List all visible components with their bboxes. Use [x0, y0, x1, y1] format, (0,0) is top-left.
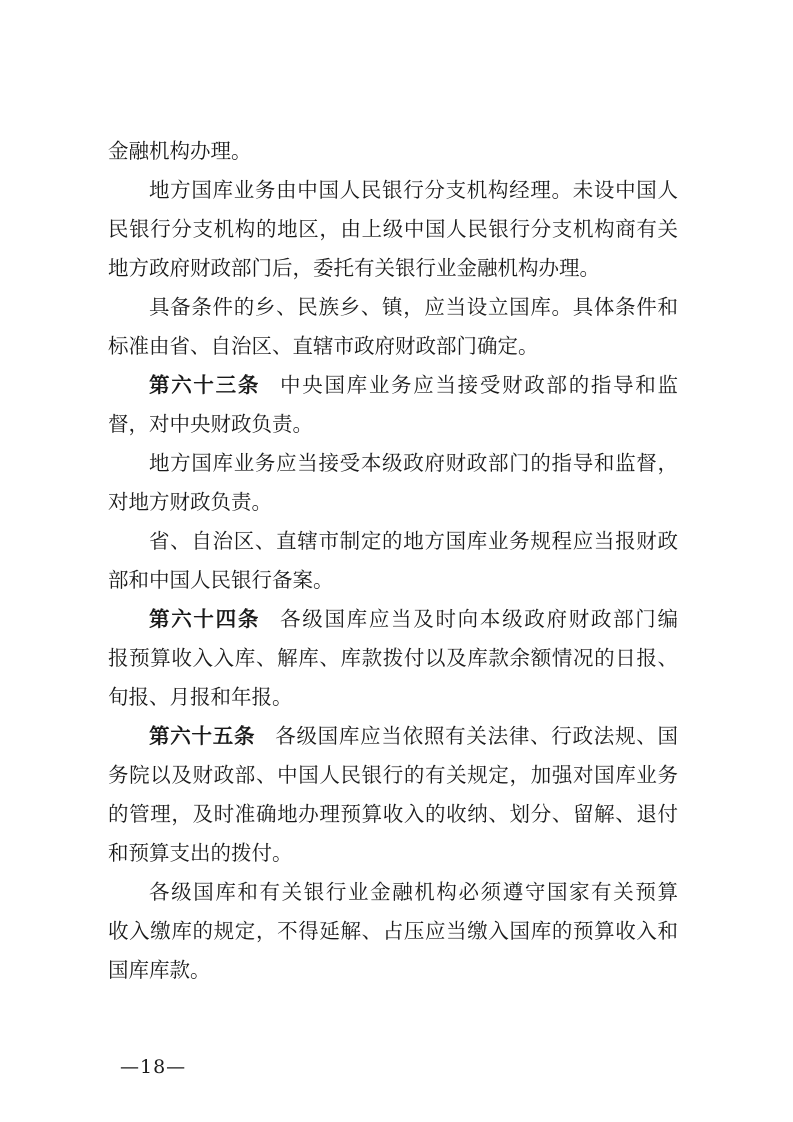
paragraph-line: 地方国库业务应当接受本级政府财政部门的指导和监督， — [149, 451, 678, 475]
paragraph-line: 报预算收入入库、解库、库款拨付以及库款余额情况的日报、 — [108, 646, 678, 670]
paragraph-line: 国库库款。 — [108, 958, 211, 982]
paragraph-line: 部和中国人民银行备案。 — [108, 568, 334, 592]
paragraph-line: 的管理，及时准确地办理预算收入的收纳、划分、留解、退付 — [108, 802, 678, 826]
page-number: —18— — [120, 1056, 187, 1078]
paragraph-line: 具备条件的乡、民族乡、镇，应当设立国库。具体条件和 — [149, 295, 678, 319]
paragraph-line: 务院以及财政部、中国人民银行的有关规定，加强对国库业务 — [108, 763, 678, 787]
paragraph-line: 第六十四条 各级国库应当及时向本级政府财政部门编 — [149, 607, 679, 631]
paragraph-line: 地方国库业务由中国人民银行分支机构经理。未设中国人 — [149, 178, 678, 202]
article-heading: 第六十五条 — [149, 724, 256, 748]
article-heading: 第六十三条 — [149, 373, 261, 397]
paragraph-line: 旬报、月报和年报。 — [108, 685, 293, 709]
paragraph-line: 各级国库和有关银行业金融机构必须遵守国家有关预算 — [149, 880, 678, 904]
paragraph-line: 第六十三条 中央国库业务应当接受财政部的指导和监 — [149, 373, 679, 397]
article-heading: 第六十四条 — [149, 607, 261, 631]
paragraph-line: 省、自治区、直辖市制定的地方国库业务规程应当报财政 — [149, 529, 678, 553]
paragraph-line: 地方政府财政部门后，委托有关银行业金融机构办理。 — [108, 256, 600, 280]
paragraph-line: 金融机构办理。 — [108, 139, 252, 163]
paragraph-line: 第六十五条 各级国库应当依照有关法律、行政法规、国 — [149, 724, 679, 748]
paragraph-line: 标准由省、自治区、直辖市政府财政部门确定。 — [108, 334, 539, 358]
paragraph-line: 督，对中央财政负责。 — [108, 412, 313, 436]
paragraph-line: 和预算支出的拨付。 — [108, 841, 293, 865]
paragraph-line: 民银行分支机构的地区，由上级中国人民银行分支机构商有关 — [108, 217, 678, 241]
paragraph-line: 收入缴库的规定，不得延解、占压应当缴入国库的预算收入和 — [108, 919, 678, 943]
document-body — [108, 132, 678, 990]
paragraph-line: 对地方财政负责。 — [108, 490, 272, 514]
